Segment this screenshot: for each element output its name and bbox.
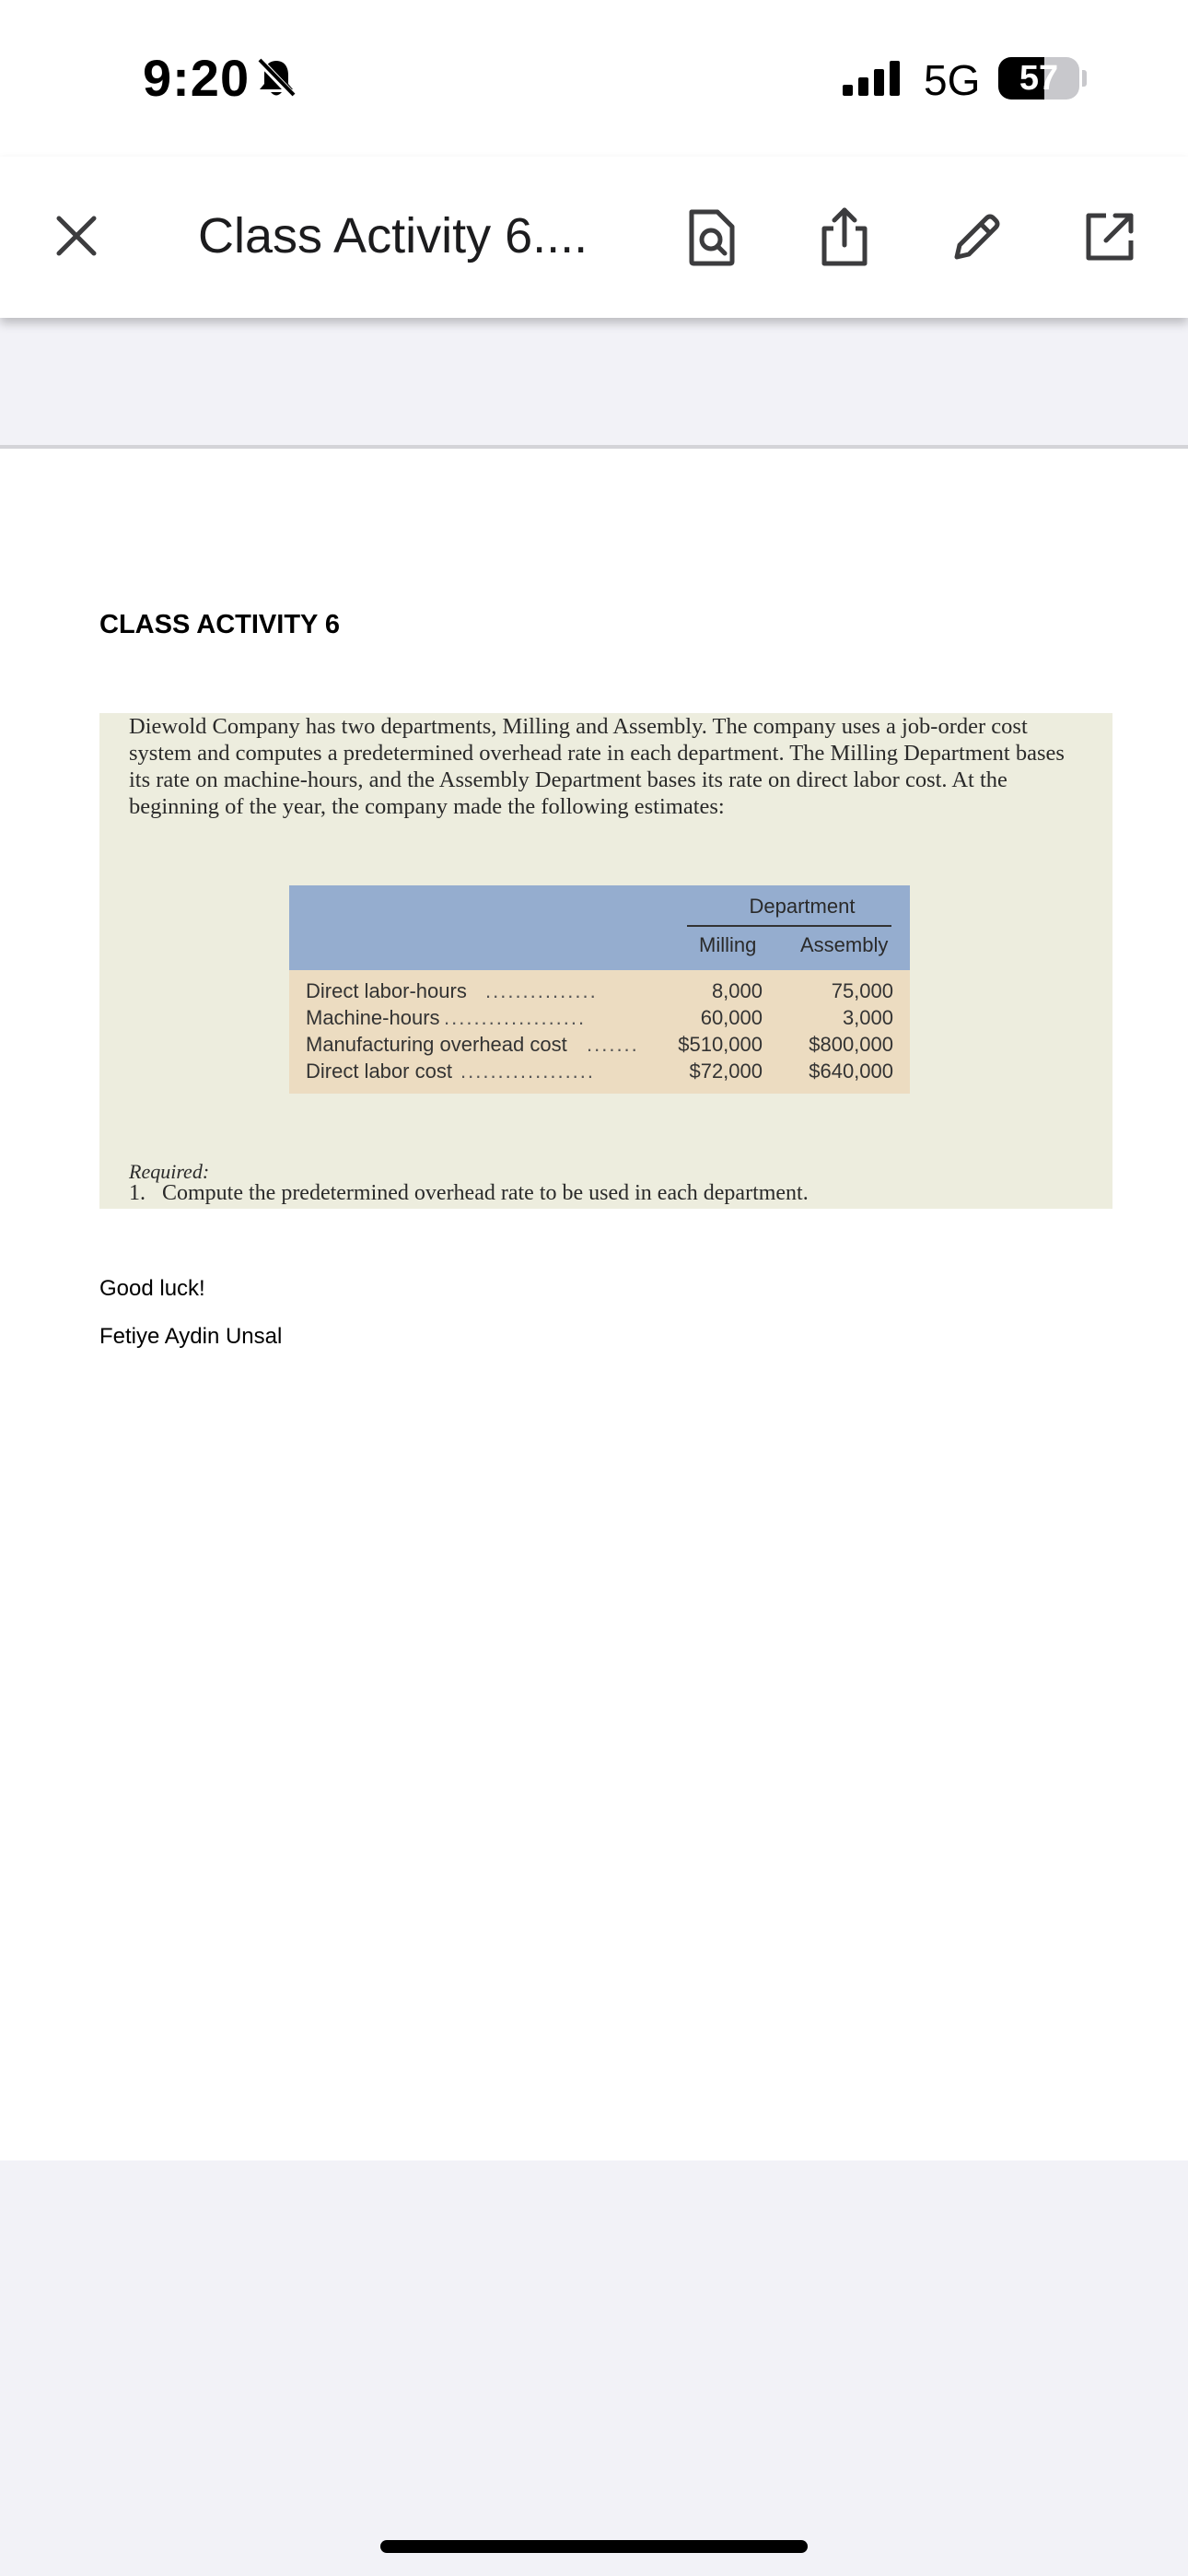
department-header: Department [749, 895, 856, 918]
assembly-value: 75,000 [831, 979, 893, 1002]
document-page[interactable] [0, 445, 1188, 2160]
problem-intro: Diewold Company has two departments, Milling and Assembly. The company uses a job-order cost system and computes a predetermined overhead rate in each department. The Milling Department bases its rate on machine-hours, and the Assembly Department bases its rate on direct labor cost. At the beginning of the year, the company made the following estimates: [129, 714, 1065, 819]
table-row [306, 1006, 895, 1033]
row-label: Direct labor-hours [306, 979, 467, 1002]
share-icon[interactable] [819, 206, 870, 272]
milling-value: 8,000 [711, 979, 763, 1002]
closing-note: Good luck! [99, 1276, 205, 1301]
author-name: Fetiye Aydin Unsal [99, 1324, 283, 1349]
assembly-value: $800,000 [809, 1033, 893, 1056]
estimates-table [289, 885, 910, 1094]
leader-dots: .................. [460, 1060, 596, 1083]
textbook-excerpt-image [99, 713, 1112, 1209]
table-header [289, 885, 910, 970]
table-row [306, 979, 895, 1006]
document-title: Class Activity 6.... [198, 208, 588, 263]
network-type: 5G [924, 56, 981, 104]
row-label: Direct labor cost [306, 1060, 452, 1083]
table-row [306, 1060, 895, 1086]
required-item: 1. Compute the predetermined overhead rate to be used in each department. [129, 1181, 809, 1205]
row-label: Manufacturing overhead cost [306, 1033, 567, 1056]
silent-bell-icon [256, 57, 297, 104]
assembly-value: 3,000 [842, 1006, 893, 1029]
column-milling: Milling [699, 933, 757, 956]
page-heading: CLASS ACTIVITY 6 [99, 610, 341, 639]
status-time: 9:20 [143, 49, 250, 107]
milling-value: $510,000 [678, 1033, 763, 1056]
milling-value: $72,000 [689, 1060, 763, 1083]
battery-icon [998, 57, 1079, 100]
search-document-icon[interactable] [686, 209, 738, 271]
edit-pencil-icon[interactable] [951, 211, 1003, 267]
assembly-value: $640,000 [809, 1060, 893, 1083]
home-indicator[interactable] [380, 2540, 808, 2553]
status-bar [0, 0, 1188, 157]
open-external-icon[interactable] [1084, 211, 1136, 267]
battery-tip [1082, 70, 1087, 87]
column-assembly: Assembly [800, 933, 889, 956]
leader-dots: ................... [444, 1006, 587, 1029]
leader-dots: ............... [485, 979, 598, 1002]
close-icon[interactable] [55, 215, 98, 262]
header-rule [687, 925, 891, 927]
required-label: Required: [129, 1160, 210, 1183]
battery-percent: 57 [1019, 59, 1059, 98]
document-toolbar [0, 157, 1188, 318]
row-label: Machine-hours [306, 1006, 440, 1029]
leader-dots: ....... [587, 1033, 639, 1056]
table-row [306, 1033, 895, 1060]
signal-strength-icon [843, 61, 903, 100]
milling-value: 60,000 [700, 1006, 763, 1029]
